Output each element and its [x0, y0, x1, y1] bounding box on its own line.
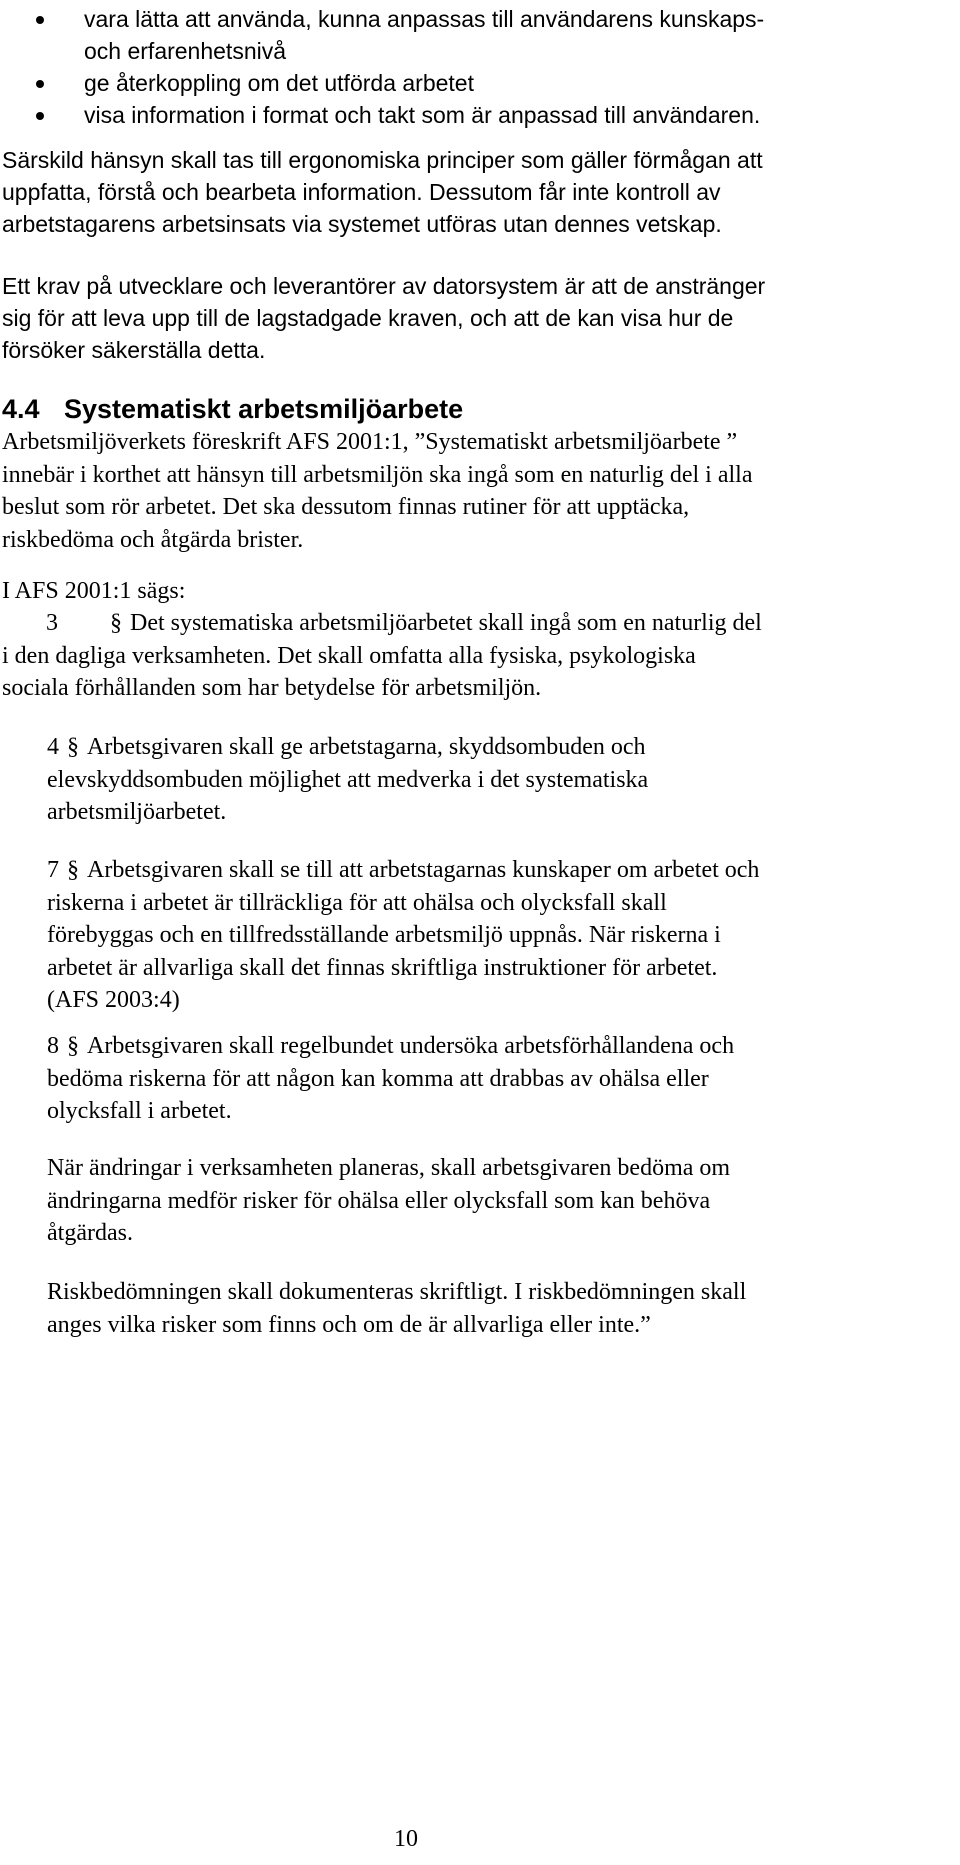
afs-says-label: I AFS 2001:1 sägs: [2, 578, 186, 604]
clause-3 [2, 607, 762, 705]
section-mark-icon: § [67, 857, 79, 883]
clause-number: 8 [47, 1033, 59, 1059]
bullet-text: vara lätta att använda, kunna anpassas till användarens kunskaps- och erfarenhetsnivå [84, 6, 765, 64]
clause-text: Det systematiska arbetsmiljöarbetet skall ingå som en naturlig del i den dagliga verksamheten. Det skall omfatta alla fysiska, psykologiska sociala förhållanden som har betydelse för arbetsmiljön. [2, 610, 762, 701]
clause-text: Arbetsgivaren skall se till att arbetstagarnas kunskaper om arbetet och riskerna i arbetet är tillräckliga för att ohälsa och olycksfall skall förebyggas och en tillfredsställande arbetsmiljö uppnås. När riskerna i arbetet är allvarliga skall det finnas skriftliga instruktioner för arbetet. (AFS 2003:4) [47, 857, 760, 1013]
developers-paragraph: Ett krav på utvecklare och leverantörer av datorsystem är att de anstränger sig för att leva upp till de lagstadgade kraven, och att de kan visa hur de försöker säkerställa detta. [2, 273, 766, 363]
section-title: Systematiskt arbetsmiljöarbete [64, 394, 464, 424]
bullet-icon [36, 112, 44, 120]
bullet-text: ge återkoppling om det utförda arbetet [84, 70, 474, 96]
bullet-item [0, 3, 804, 67]
section-mark-icon: § [67, 1033, 79, 1059]
bullet-icon [36, 16, 44, 24]
section-mark-icon: § [67, 734, 79, 760]
documentation-paragraph: Riskbedömningen skall dokumenteras skriftligt. I riskbedömningen skall anges vilka risker som finns och om de är allvarliga eller inte.” [47, 1279, 747, 1338]
clause-7 [47, 854, 767, 1017]
clause-4 [47, 731, 747, 829]
clause-number: 7 [47, 857, 59, 883]
bullet-text: visa information i format och takt som är anpassad till användaren. [84, 102, 761, 128]
ergonomics-paragraph: Särskild hänsyn skall tas till ergonomiska principer som gäller förmågan att uppfatta, förstå och bearbeta information. Dessutom får inte kontroll av arbetstagarens arbetsinsats via systemet utföras utan dennes vetskap. [2, 147, 763, 237]
requirements-bullet-list [0, 3, 960, 131]
clause-8 [47, 1030, 777, 1128]
section-number: 4.4 [2, 394, 40, 424]
changes-paragraph: När ändringar i verksamheten planeras, skall arbetsgivaren bedöma om ändringarna medför risker för ohälsa eller olycksfall som kan behöva åtgärdas. [47, 1155, 731, 1246]
page-number: 10 [394, 1826, 418, 1852]
bullet-item [0, 99, 804, 131]
bullet-item [0, 67, 804, 99]
clause-number: 4 [47, 734, 59, 760]
bullet-icon [36, 80, 44, 88]
afs-intro-paragraph: Arbetsmiljöverkets föreskrift AFS 2001:1, ”Systematiskt arbetsmiljöarbete ” innebär i korthet att hänsyn till arbetsmiljön ska ingå som en naturlig del i alla beslut som rör arbetet. Det ska dessutom finnas rutiner för att upptäcka, riskbedöma och åtgärda brister. [2, 429, 753, 553]
section-mark-icon: § [110, 610, 122, 636]
clause-number: 3 [46, 610, 58, 636]
clause-text: Arbetsgivaren skall regelbundet undersöka arbetsförhållandena och bedöma riskerna för att någon kan komma att drabbas av ohälsa eller olycksfall i arbetet. [47, 1033, 735, 1124]
clause-text: Arbetsgivaren skall ge arbetstagarna, skyddsombuden och elevskyddsombuden möjlighet att medverka i det systematiska arbetsmiljöarbetet. [47, 734, 649, 825]
section-heading [2, 393, 463, 425]
